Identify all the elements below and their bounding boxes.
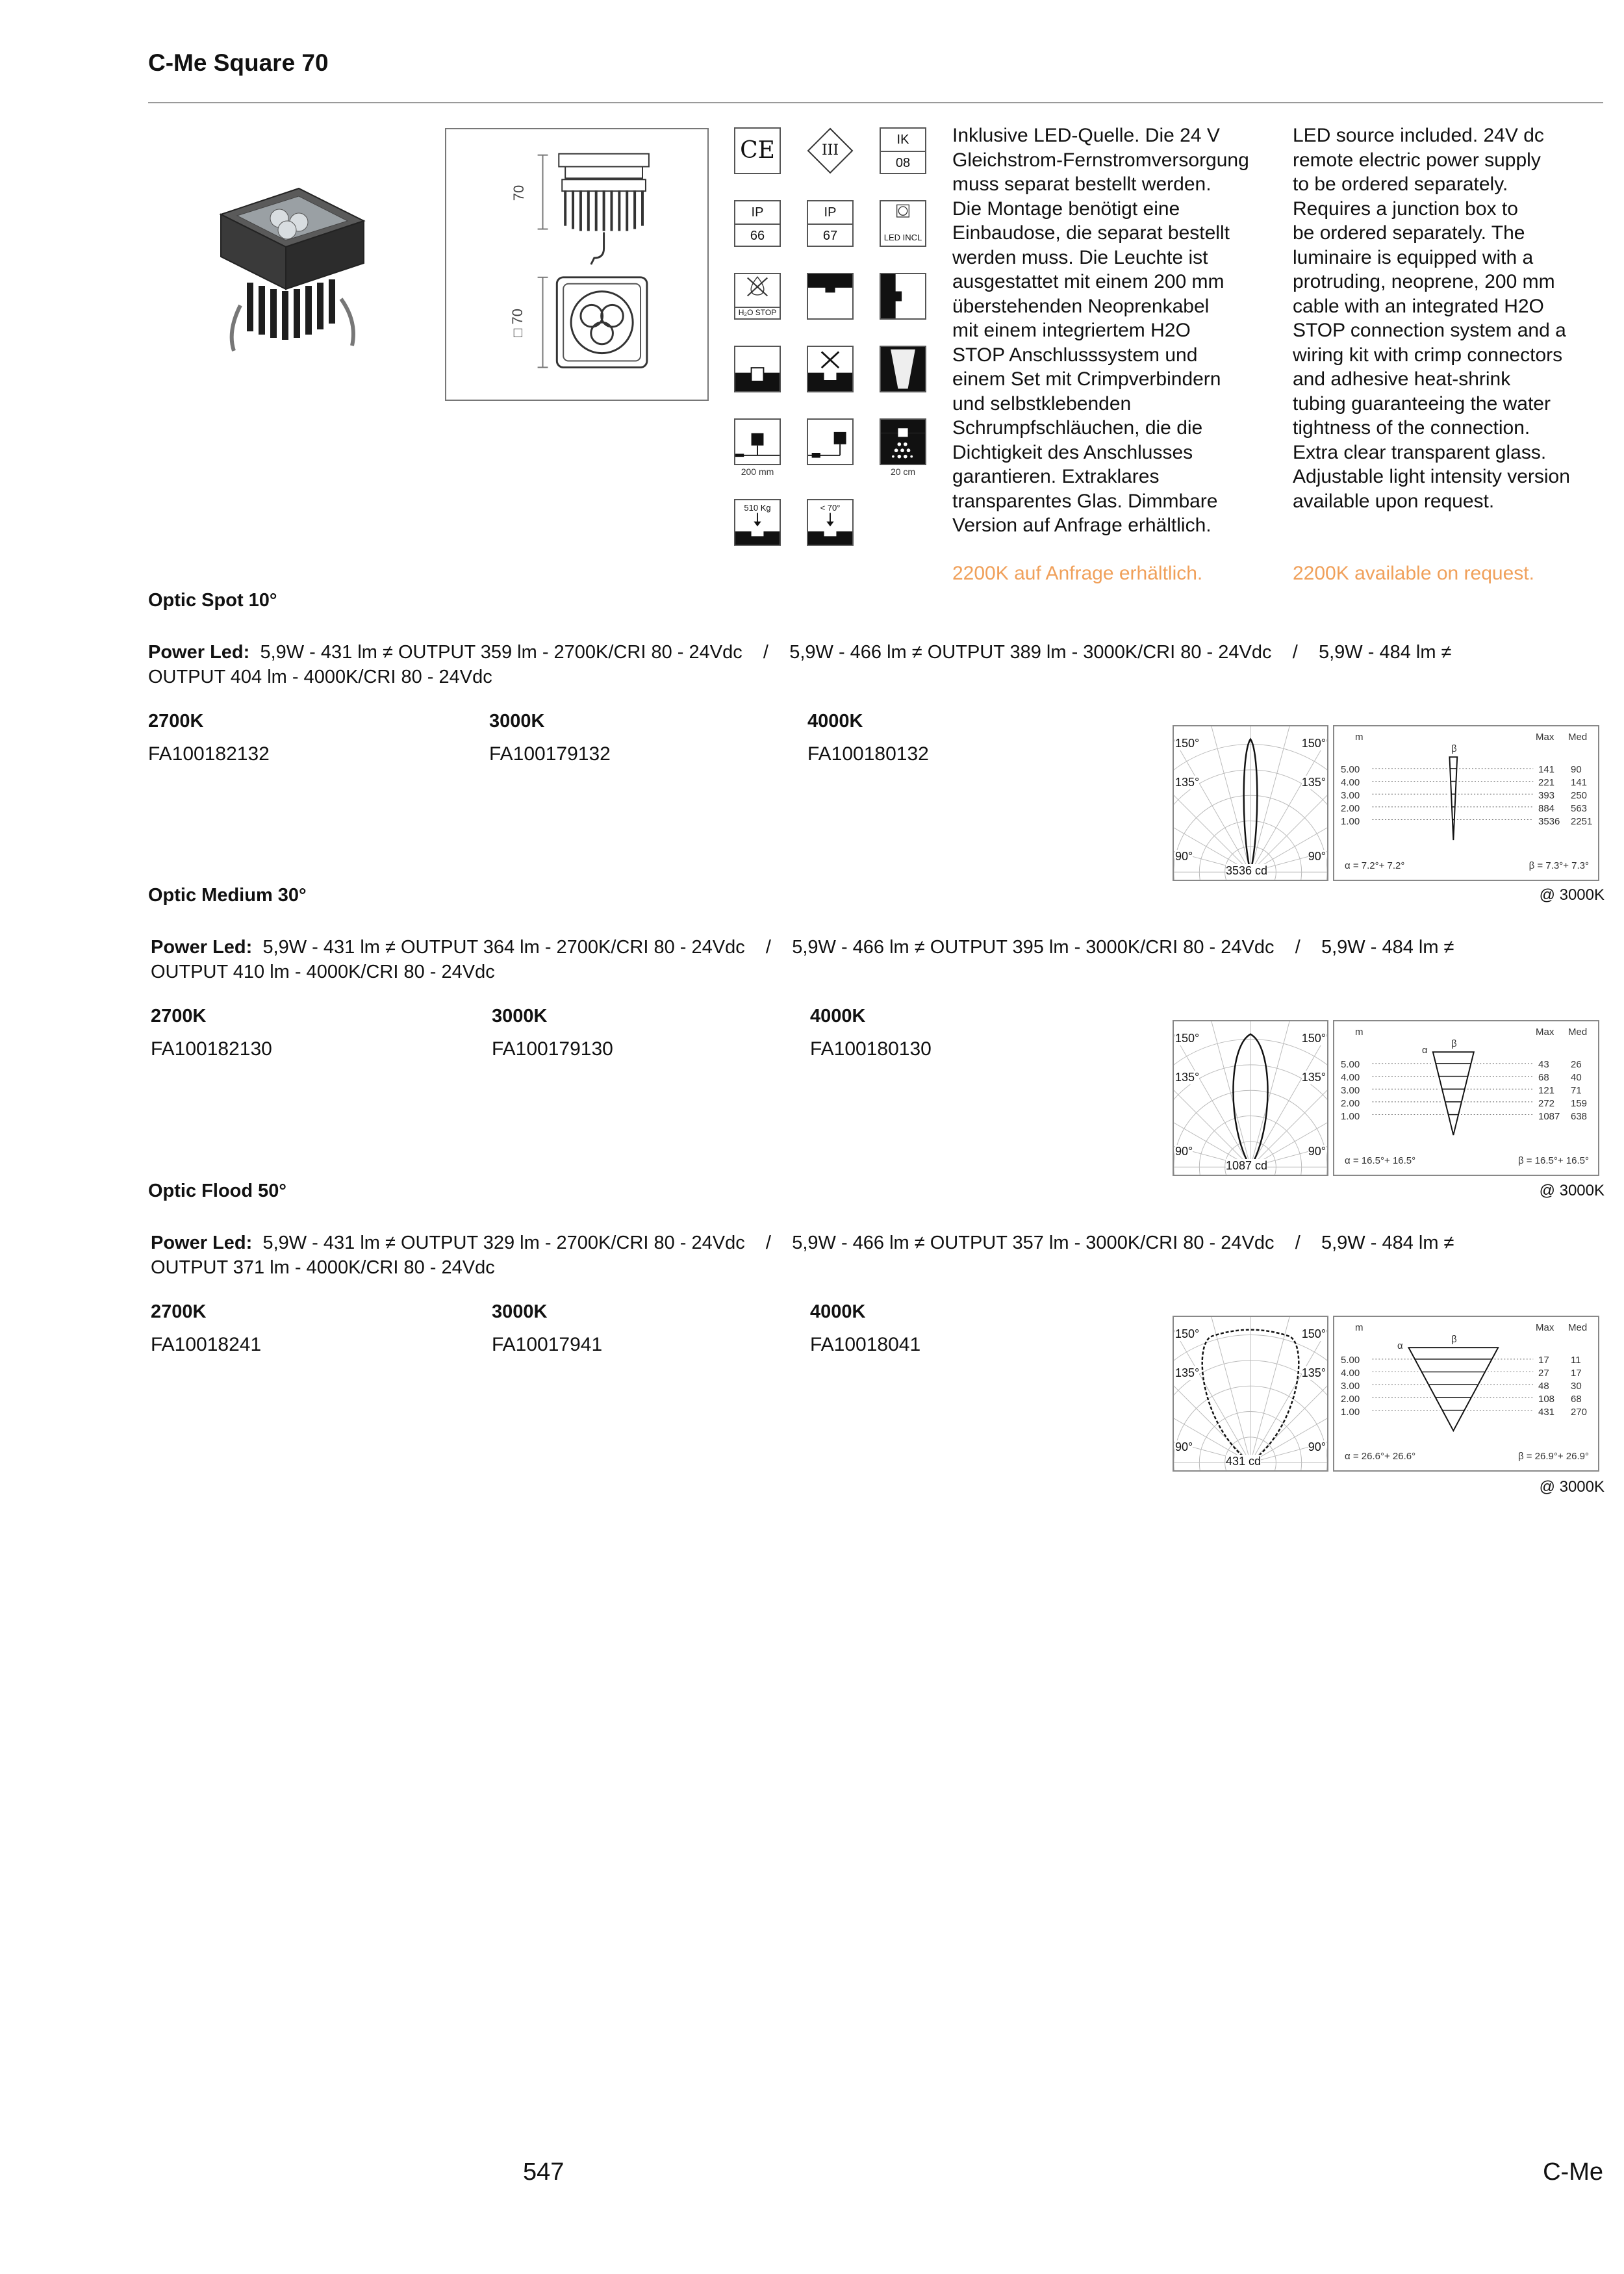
cct-3000k-heading: 3000K [492, 1301, 548, 1322]
polar-intensity-diagram [1173, 725, 1328, 881]
polar-intensity-diagram [1173, 1316, 1328, 1472]
led-included-icon: LED INCL [880, 200, 926, 247]
cone-med-value: 141 [1571, 777, 1588, 788]
illuminance-cone-diagram [1333, 1020, 1599, 1176]
polar-angle-90-left: 90° [1175, 1145, 1193, 1158]
illuminance-cone-diagram [1333, 725, 1599, 881]
product-code-2700k: FA100182130 [151, 1038, 272, 1060]
polar-angle-90-left: 90° [1175, 850, 1193, 863]
polar-angle-150-right: 150° [1301, 737, 1326, 750]
polar-angle-150-left: 150° [1175, 1032, 1200, 1045]
cone-max-value: 17 [1538, 1355, 1549, 1366]
polar-angle-135-left: 135° [1175, 1366, 1200, 1379]
optic-title: Optic Medium 30° [148, 885, 307, 906]
cct-3000k-heading: 3000K [489, 711, 545, 732]
beam-cone [1433, 1052, 1474, 1135]
power-led-label: Power Led: [151, 937, 253, 958]
cone-alpha-label: α [1422, 1045, 1428, 1056]
polar-angle-150-right: 150° [1301, 1032, 1326, 1045]
power-led-line2: OUTPUT 404 lm - 4000K/CRI 80 - 24Vdc [148, 667, 492, 687]
polar-peak-intensity: 431 cd [1226, 1455, 1262, 1468]
certification-icons [734, 127, 948, 556]
cone-distance-unit: m [1355, 1322, 1364, 1333]
cone-distance-value: 5.00 [1341, 764, 1360, 775]
product-code-3000k: FA100179132 [489, 743, 611, 765]
description-english: LED source included. 24V dc remote electric power supply to be ordered separately. Requires a junction box to be ordered separately. The luminaire is equipped with a protruding, neoprene, 200 mm cable with an integrated H2O STOP connection system and a wiring kit with crimp connectors and adhesive heat-shrink tubing guaranteeing the water tightness of the connection. Extra clear transparent glass. Adjustable light intensity version available upon request. [1293, 125, 1570, 512]
ip66-icon: IP 66 [734, 200, 781, 247]
polar-peak-intensity: 1087 cd [1226, 1159, 1268, 1172]
power-led-line1: 5,9W - 431 lm ≠ OUTPUT 359 lm - 2700K/CRI 80 - 24Vdc / 5,9W - 466 lm ≠ OUTPUT 389 lm - 3000K/CRI 80 - 24Vdc / 5,9W - 484 lm ≠ [260, 642, 1452, 663]
cone-distance-value: 5.00 [1341, 1059, 1360, 1070]
distance-label: 20 cm [890, 466, 916, 477]
cone-max-value: 68 [1538, 1072, 1549, 1083]
h2o-stop-icon: H₂O STOP [734, 273, 781, 320]
ce-mark-icon: CE [734, 127, 781, 174]
cone-max-value: 108 [1538, 1394, 1555, 1405]
cct-2700k-heading: 2700K [148, 711, 204, 732]
cone-med-header: Med [1568, 1027, 1588, 1038]
polar-angle-135-right: 135° [1301, 776, 1326, 789]
english-2200k-note: 2200K available on request. [1293, 563, 1534, 584]
cone-distance-value: 3.00 [1341, 1381, 1360, 1392]
polar-angle-135-left: 135° [1175, 1071, 1200, 1084]
cone-med-value: 563 [1571, 803, 1588, 814]
polar-angle-90-left: 90° [1175, 1440, 1193, 1453]
cone-med-value: 26 [1571, 1059, 1582, 1070]
cone-max-value: 431 [1538, 1407, 1555, 1418]
remote-distance-icon [807, 418, 854, 465]
cone-max-value: 27 [1538, 1368, 1549, 1379]
cone-distance-value: 3.00 [1341, 1085, 1360, 1096]
cone-med-value: 638 [1571, 1111, 1588, 1122]
power-led-line1: 5,9W - 431 lm ≠ OUTPUT 364 lm - 2700K/CRI 80 - 24Vdc / 5,9W - 466 lm ≠ OUTPUT 395 lm - 3000K/CRI 80 - 24Vdc / 5,9W - 484 lm ≠ [262, 937, 1454, 958]
cone-distance-value: 5.00 [1341, 1355, 1360, 1366]
cone-distance-unit: m [1355, 1027, 1364, 1038]
cone-alpha-angle: α = 7.2°+ 7.2° [1345, 860, 1405, 871]
description-german: Inklusive LED-Quelle. Die 24 V Gleichstrom-Fernstromversorgung muss separat bestellt werden. Die Montage benötigt eine Einbaudose, die separat bestellt werden muss. Die Leuchte ist ausgestattet mit einem 200 mm überstehenden Neoprenkabel mit einem integriertem H2O STOP Anschlusssystem und einem Set mit Crimpverbindern und selbstklebenden Schrumpfschläuchen, die die Dichtigkeit des Anschlusses garantieren. Extraklares transparentes Glas. Dimmbare Version auf Anfrage erhältlich. [952, 125, 1249, 536]
page-title: C-Me Square 70 [148, 49, 329, 76]
cone-max-value: 141 [1538, 764, 1555, 775]
cone-distance-value: 4.00 [1341, 1072, 1360, 1083]
ik08-icon: IK 08 [880, 127, 926, 174]
height-dimension-label: 70 [511, 185, 527, 201]
header-rule [148, 102, 1603, 103]
polar-angle-135-right: 135° [1301, 1071, 1326, 1084]
german-2200k-note: 2200K auf Anfrage erhältlich. [952, 563, 1203, 584]
cone-distance-value: 2.00 [1341, 1394, 1360, 1405]
product-photo [201, 175, 370, 364]
power-led-line2: OUTPUT 410 lm - 4000K/CRI 80 - 24Vdc [151, 962, 495, 982]
cone-max-header: Max [1536, 732, 1554, 743]
cone-max-value: 393 [1538, 790, 1555, 801]
polar-intensity-diagram [1173, 1020, 1328, 1176]
cone-max-value: 1087 [1538, 1111, 1560, 1122]
wall-mount-icon [880, 273, 926, 320]
cone-med-value: 2251 [1571, 816, 1593, 827]
power-led-line1: 5,9W - 431 lm ≠ OUTPUT 329 lm - 2700K/CRI 80 - 24Vdc / 5,9W - 466 lm ≠ OUTPUT 357 lm - 3000K/CRI 80 - 24Vdc / 5,9W - 484 lm ≠ [262, 1233, 1454, 1253]
cone-max-value: 221 [1538, 777, 1555, 788]
cone-med-value: 90 [1571, 764, 1582, 775]
cone-max-value: 43 [1538, 1059, 1549, 1070]
cone-beta-label: β [1451, 1334, 1457, 1345]
product-code-4000k: FA100180130 [810, 1038, 932, 1060]
cone-max-value: 121 [1538, 1085, 1555, 1096]
polar-peak-intensity: 3536 cd [1226, 864, 1268, 877]
ip67-icon: IP 67 [807, 200, 854, 247]
cct-2700k-heading: 2700K [151, 1006, 207, 1027]
cone-distance-value: 1.00 [1341, 1407, 1360, 1418]
cone-med-header: Med [1568, 732, 1588, 743]
beam-cone [1409, 1348, 1499, 1431]
product-code-2700k: FA10018241 [151, 1334, 262, 1355]
cone-distance-value: 3.00 [1341, 790, 1360, 801]
cone-med-value: 250 [1571, 790, 1588, 801]
cct-4000k-heading: 4000K [810, 1301, 866, 1322]
cone-med-value: 40 [1571, 1072, 1582, 1083]
product-code-3000k: FA10017941 [492, 1334, 603, 1355]
cone-max-header: Max [1536, 1027, 1554, 1038]
cable-length-icon [734, 418, 781, 465]
product-code-2700k: FA100182132 [148, 743, 270, 765]
cone-med-value: 68 [1571, 1394, 1582, 1405]
cone-alpha-angle: α = 16.5°+ 16.5° [1345, 1155, 1416, 1166]
ground-recessed-icon [734, 346, 781, 392]
optic-title: Optic Flood 50° [148, 1181, 286, 1201]
illuminance-cone-diagram [1333, 1316, 1599, 1472]
cone-distance-value: 1.00 [1341, 816, 1360, 827]
cone-med-header: Med [1568, 1322, 1588, 1333]
light-emission-icon [880, 346, 926, 392]
width-dimension-label: □ 70 [509, 309, 526, 337]
cone-med-value: 71 [1571, 1085, 1582, 1096]
power-led-spec [151, 1231, 1606, 1280]
cone-alpha-label: α [1397, 1340, 1403, 1351]
product-code-4000k: FA100180132 [807, 743, 929, 765]
cct-4000k-heading: 4000K [810, 1006, 866, 1027]
load-icon: 510 Kg [734, 499, 781, 546]
polar-angle-135-left: 135° [1175, 776, 1200, 789]
beam-cone [1449, 757, 1457, 840]
cone-med-value: 11 [1571, 1355, 1581, 1366]
page-number: 547 [523, 2158, 565, 2186]
cone-max-value: 3536 [1538, 816, 1560, 827]
polar-angle-135-right: 135° [1301, 1366, 1326, 1379]
cone-distance-unit: m [1355, 732, 1364, 743]
cone-med-value: 30 [1571, 1381, 1582, 1392]
cone-max-value: 884 [1538, 803, 1555, 814]
not-walkable-icon [807, 346, 854, 392]
polar-angle-90-right: 90° [1308, 850, 1326, 863]
polar-angle-150-left: 150° [1175, 737, 1200, 750]
power-led-label: Power Led: [151, 1233, 253, 1253]
cable-length-label: 200 mm [741, 466, 774, 477]
power-led-line2: OUTPUT 371 lm - 4000K/CRI 80 - 24Vdc [151, 1257, 495, 1278]
cone-med-value: 17 [1571, 1368, 1582, 1379]
polar-angle-90-right: 90° [1308, 1145, 1326, 1158]
tilt-angle-icon: < 70° [807, 499, 854, 546]
cone-med-value: 159 [1571, 1098, 1588, 1109]
footer-product-family: C-Me [1543, 2158, 1603, 2186]
power-led-spec [151, 935, 1606, 984]
optic-title: Optic Spot 10° [148, 590, 277, 611]
cone-distance-value: 2.00 [1341, 1098, 1360, 1109]
cone-distance-value: 4.00 [1341, 1368, 1360, 1379]
cone-distance-value: 1.00 [1341, 1111, 1360, 1122]
cone-beta-angle: β = 26.9°+ 26.9° [1517, 1451, 1589, 1462]
polar-angle-150-right: 150° [1301, 1327, 1326, 1340]
cone-max-value: 48 [1538, 1381, 1549, 1392]
measurement-cct-note: @ 3000K [1539, 1182, 1605, 1199]
cct-2700k-heading: 2700K [151, 1301, 207, 1322]
product-code-3000k: FA100179130 [492, 1038, 613, 1060]
measurement-cct-note: @ 3000K [1539, 886, 1605, 904]
cone-beta-angle: β = 16.5°+ 16.5° [1517, 1155, 1589, 1166]
cone-max-header: Max [1536, 1322, 1554, 1333]
cone-beta-label: β [1451, 743, 1457, 754]
cone-distance-value: 4.00 [1341, 777, 1360, 788]
water-gravel-icon [880, 418, 926, 465]
power-led-label: Power Led: [148, 642, 250, 663]
power-led-spec [148, 640, 1603, 689]
cone-beta-label: β [1451, 1038, 1457, 1049]
polar-angle-90-right: 90° [1308, 1440, 1326, 1453]
surface-mount-icon [807, 273, 854, 320]
cone-alpha-angle: α = 26.6°+ 26.6° [1345, 1451, 1416, 1462]
cone-beta-angle: β = 7.3°+ 7.3° [1529, 860, 1589, 871]
cone-max-value: 272 [1538, 1098, 1555, 1109]
class-iii-icon: III [807, 127, 854, 174]
cct-3000k-heading: 3000K [492, 1006, 548, 1027]
cone-med-value: 270 [1571, 1407, 1588, 1418]
cct-4000k-heading: 4000K [807, 711, 863, 732]
technical-drawing [445, 128, 709, 401]
polar-angle-150-left: 150° [1175, 1327, 1200, 1340]
product-code-4000k: FA10018041 [810, 1334, 921, 1355]
cone-distance-value: 2.00 [1341, 803, 1360, 814]
measurement-cct-note: @ 3000K [1539, 1478, 1605, 1496]
